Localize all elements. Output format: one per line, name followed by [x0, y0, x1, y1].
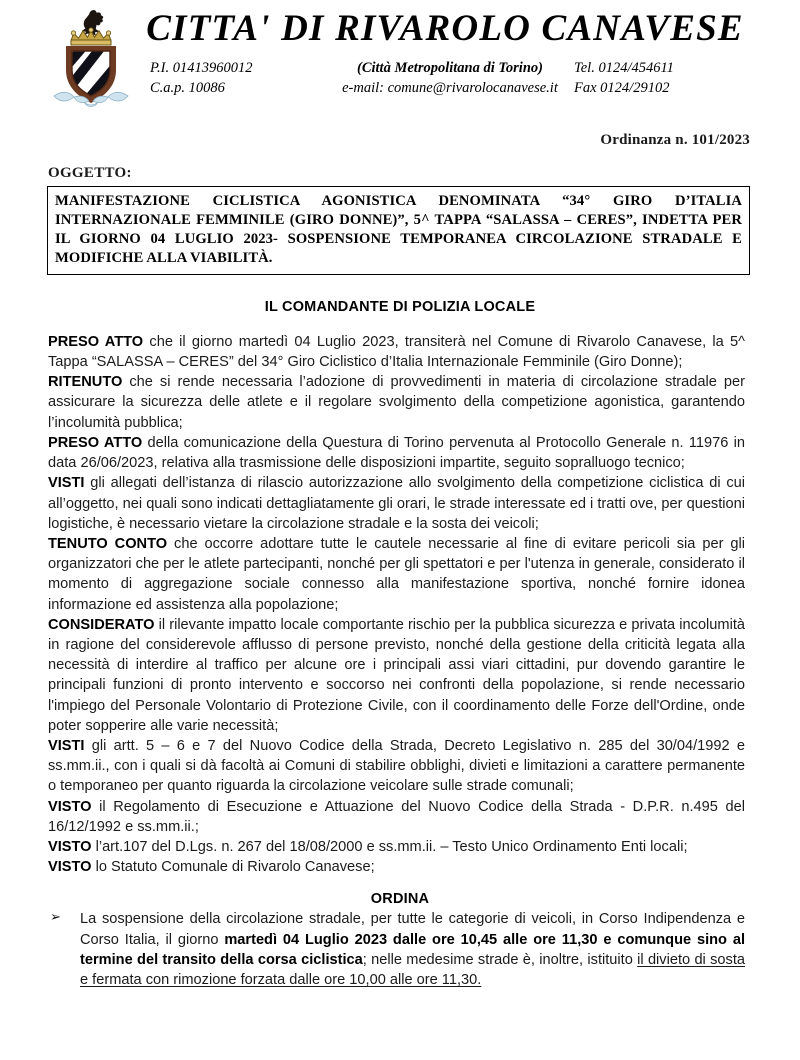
vat-number: P.I. 01413960012 [150, 59, 253, 76]
province-name: (Città Metropolitana di Torino) [357, 59, 543, 76]
preamble-paragraph: VISTO lo Statuto Comunale di Rivarolo Canavese; [48, 859, 375, 876]
preamble-body [48, 332, 745, 877]
subject-box [47, 186, 750, 275]
preamble-paragraph: VISTI gli allegati dell’istanza di rilascio autorizzazione allo svolgimento della competizione ciclistica di cui all’oggetto, nei quali sono indicati dettagliatamente gli orari, le strade interessate ed i tratti ove, per questioni logistiche, è necessario vietare la circolazione stradale e la sosta dei veicoli; [48, 475, 745, 532]
preamble-paragraph: VISTI gli artt. 5 – 6 e 7 del Nuovo Codice della Strada, Decreto Legislativo n. 285 del 30/04/1992 e ss.mm.ii., con i quali si dà facoltà ai Comuni di stabilire obblighi, divieti e limitazioni a carattere permanente o temporaneo per quanto riguarda la circolazione veicolare sulle strade comunali; [48, 737, 745, 795]
postal-code: C.a.p. 10086 [150, 80, 225, 97]
ordina-underlined-clause: il divieto di sosta e fermata con rimozione forzata dalle ore 10,00 alle ore 11,30. [80, 951, 745, 988]
preamble-paragraph: PRESO ATTO che il giorno martedì 04 Luglio 2023, transiterà nel Comune di Rivarolo Canavese, la 5^ Tappa “SALASSA – CERES” del 34° Giro Ciclistico d’Italia Internazionale Femminile (Giro Donne); [48, 333, 745, 371]
preamble-lead: VISTO [48, 838, 92, 855]
ordina-bold-schedule: martedì 04 Luglio 2023 dalle ore 10,45 alle ore 11,30 e comunque sino al termine del transito della corsa ciclistica [80, 931, 745, 968]
commander-heading: IL COMANDANTE DI POLIZIA LOCALE [264, 298, 536, 315]
preamble-paragraph: VISTO l’art.107 del D.Lgs. n. 267 del 18/08/2000 e ss.mm.ii. – Testo Unico Ordinamento Enti locali; [48, 838, 688, 855]
subject-label: OGGETTO: [48, 165, 132, 181]
page-title: CITTA' DI RIVAROLO CANAVESE [146, 8, 744, 49]
preamble-paragraph: VISTO il Regolamento di Esecuzione e Attuazione del Nuovo Codice della Strada - D.P.R. n.495 del 16/12/1992 e ss.mm.ii.; [48, 798, 745, 835]
arrow-bullet-icon: ➢ [50, 910, 61, 926]
preamble-lead: VISTO [48, 859, 92, 876]
letterhead-text [134, 6, 750, 99]
fax-number: Fax 0124/29102 [574, 80, 670, 97]
preamble-paragraph: CONSIDERATO il rilevante impatto locale comportante rischio per la pubblica sicurezza e privata incolumità in ragione del considerevole afflusso di persone previsto, nonché della gestione della criticità legata alla necessità di interdire al traffico per alcune ore i principali assi viari cittadini, pur dovendo garantire le principali funzioni di pronto intervento e soccorso nei confronti della popolazione, si rende necessario l'impiego del Personale Volontario di Protezione Civile, con il coordinamento delle Forze dell'Ordine, onde poter sopperire alle varie necessità; [48, 616, 745, 734]
ordina-item-text: La sospensione della circolazione stradale, per tutte le categorie di veicoli, in Corso Indipendenza e Corso Italia, il giorno martedì 04 Luglio 2023 dalle ore 10,45 alle ore 11,30 e comunque sino al termine del transito della corsa ciclistica; nelle medesime strade è, inoltre, istituito il divieto di sosta e fermata con rimozione forzata dalle ore 10,00 alle ore 11,30. [80, 911, 745, 988]
preamble-lead: RITENUTO [48, 374, 123, 391]
contact-info [140, 58, 750, 99]
ordina-list [48, 909, 745, 990]
letterhead [0, 0, 800, 118]
ordinance-number: Ordinanza n. 101/2023 [600, 132, 750, 148]
telephone: Tel. 0124/454611 [574, 59, 674, 76]
ordina-list-item [48, 909, 745, 990]
email-address[interactable]: e-mail: comune@rivarolocanavese.it [342, 80, 558, 97]
preamble-paragraph: TENUTO CONTO che occorre adottare tutte le cautele necessarie al fine di evitare pericoli sia per gli organizzatori che per le atlete partecipanti, nonché per gli spettatori e per l'utenza in generale, considerato il momento di aggregazione sociale connesso alla manifestazione sportiva, nonché fornire idonea informazione ed assistenza alla popolazione; [48, 535, 745, 613]
preamble-lead: PRESO ATTO [48, 333, 144, 350]
coat-of-arms-icon [48, 8, 134, 120]
preamble-lead: PRESO ATTO [48, 434, 143, 451]
preamble-paragraph: PRESO ATTO della comunicazione della Questura di Torino pervenuta al Protocollo Generale n. 11976 in data 26/06/2023, relativa alla trasmissione delle disposizioni impartite, seguito sopralluogo tecnico; [48, 434, 745, 472]
preamble-lead: VISTI [48, 475, 85, 492]
preamble-lead: TENUTO CONTO [48, 535, 168, 552]
subject-text: MANIFESTAZIONE CICLISTICA AGONISTICA DENOMINATA “34° GIRO D’ITALIA INTERNAZIONALE FEMMINILE (GIRO DONNE)”, 5^ TAPPA “SALASSA – CERES”, INDETTA PER IL GIORNO 04 LUGLIO 2023- SOSPENSIONE TEMPORANEA CIRCOLAZIONE STRADALE E MODIFICHE ALLA VIABILITÀ. [55, 193, 742, 266]
preamble-lead: VISTO [48, 798, 92, 815]
ordina-heading: ORDINA [370, 891, 430, 908]
preamble-lead: CONSIDERATO [48, 616, 155, 633]
preamble-lead: VISTI [48, 737, 85, 754]
preamble-paragraph: RITENUTO che si rende necessaria l’adozione di provvedimenti in materia di circolazione stradale per assicurare la sicurezza delle atlete e il regolare svolgimento della competizione agonistica, garantendo l’incolumità pubblica; [48, 374, 745, 431]
